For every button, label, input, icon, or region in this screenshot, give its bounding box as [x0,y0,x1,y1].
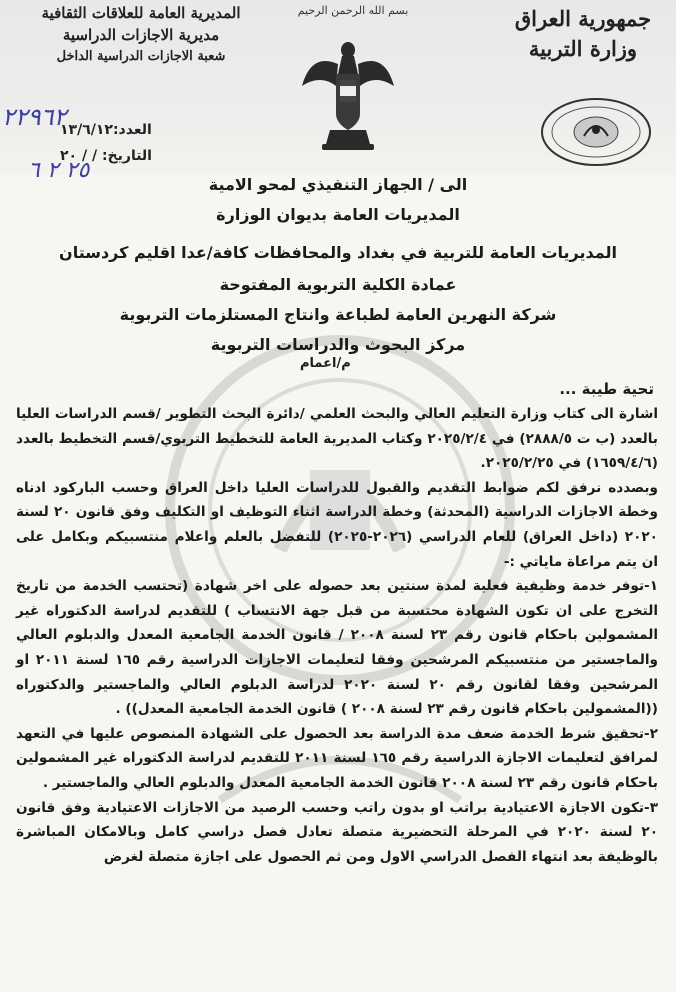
directorate-general: المديرية العامة للعلاقات الثقافية [41,4,241,22]
ministry-name: وزارة التربية [528,36,638,61]
subject-line: م/اعمام [300,356,351,371]
addressee-line: المديريات العامة للتربية في بغداد والمحافظات كافة/عدا اقليم كردستان [59,243,617,262]
reference-date: التاريخ: / / ٢٠ [60,148,152,164]
section: شعبة الاجازات الدراسية الداخل [56,49,226,64]
handwritten-date: ٢٥ ٢ ٦ [28,158,90,183]
addressee-line: عمادة الكلية التربوية المفتوحة [219,275,457,294]
letterhead-right [498,6,668,62]
paragraph: ٣-تكون الاجازة الاعتيادية براتب او بدون راتب وحسب الرصيد من الاجازات الاعتيادية وفق قانون ٢٠ لسنة ٢٠٢٠ في المرحلة التحضيرية متصلة تعادل فصل دراسي كامل وبالامكان المباشرة بالوظيفة بعد انتهاء الفصل الدراسي الاول ومن ثم الحصول على اجازة متصلة لغرض [16,799,659,865]
reference-number: العدد:١٣/٦/١٢ [60,122,152,138]
paragraph: وبصدده نرفق لكم ضوابط التقديم والقبول للدراسات العليا داخل العراق وحسب الباركود ادناه وخطة الاجازات الدراسية (المحدثة) وخطة الدراسة اثناء التوظيف او التكليف وفق قانون ٢٠ لسنة ٢٠٢٠ (داخل العراق) للعام الدراسي (٢٠٢٦-٢٠٢٥) للتفضل بالعلم واعلام منتسبيكم وبكامل على ان يتم مراعاة ماياتي :- [16,479,658,570]
addressee-line: مركز البحوث والدراسات التربوية [210,335,466,354]
paragraph: ١-توفر خدمة وظيفية فعلية لمدة سنتين بعد حصوله على اخر شهادة (تحتسب الخدمة من تاريخ التخرج على ان تكون الشهادة محتسبة من قبل جهة الانتساب ) للتقديم لدراسة الدكتوراه غير المشمولين باحكام قانون رقم ٢٣ لسنة ٢٠٠٨ / قانون الخدمة الجامعية المعدل والدبلوم العالي والماجستير من منتسبيكم المرشحين وفقا لتعليمات الاجازات الدراسية رقم ١٦٥ لسنة ٢٠١١ او المرشحين وفقا لقانون رقم ٢٠ لسنة ٢٠٢٠ لدراسة الدبلوم العالي والماجستير والدكتوراه ((المشمولين باحكام قانون رقم ٢٣ لسنة ٢٠٠٨ ) قانون الخدمة الجامعية المعدل)) . [16,578,659,718]
addressee-line: شركة النهرين العامة لطباعة وانتاج المستلزمات التربوية [119,305,557,324]
basmala: بسم الله الرحمن الرحيم [297,4,409,17]
ministry-seal-icon [538,96,654,168]
letter-body [16,402,658,869]
greeting: تحية طيبة ... [559,380,654,398]
addressee-line: الى / الجهاز التنفيذي لمحو الامية [208,175,468,194]
eagle-emblem-icon [300,34,396,154]
directorate: مديرية الاجازات الدراسية [62,26,220,44]
addressee-line: المديريات العامة بديوان الوزارة [216,205,460,224]
republic-name: جمهورية العراق [514,6,652,31]
handwritten-number: ٢٢٩٦٢ [2,103,67,131]
paragraph: ٢-تحقيق شرط الخدمة ضعف مدة الدراسة بعد الحصول على الشهادة المنصوص عليها في التعهد لمرافق لتعليمات الاجازة الدراسية رقم ١٦٥ لسنة ٢٠١١ للتقديم لدراسة الدكتوراه غير المشمولين باحكام قانون رقم ٢٣ لسنة ٢٠٠٨ قانون الخدمة الجامعية المعدل والدبلوم العالي والماجستير . [16,725,658,791]
paragraph: اشارة الى كتاب وزارة التعليم العالي والبحث العلمي /دائرة البحث التطوير /قسم الدراسات العليا بالعدد (ب ت ٢٨٨٨/٥) في ٢٠٢٥/٢/٤ وكتاب المديرية العامة للتخطيط التربوي/قسم التخطيط بالعدد (١٦٥٩/٤/٦) في ٢٠٢٥/٢/٢٥. [16,406,658,472]
letterhead-left [10,2,272,68]
